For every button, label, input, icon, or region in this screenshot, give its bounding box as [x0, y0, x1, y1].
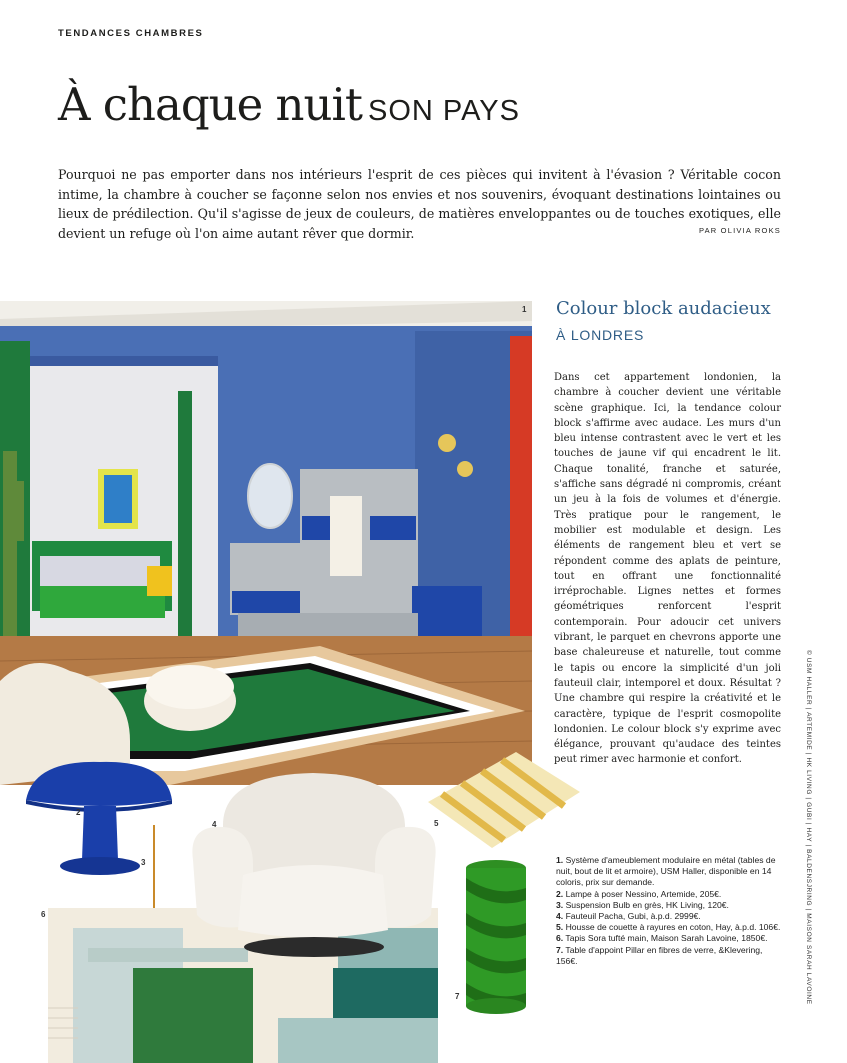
- intro-paragraph: Pourquoi ne pas emporter dans nos intérieurs l'esprit de ces pièces qui invitent à l'évasion ? Véritable cocon intime, la chambre à coucher se façonne selon nos envies et nos souvenirs, évoquant destinations lointaines ou lieux de prédilection. Qu'il s'agisse de jeux de couleurs, de matières enveloppantes ou de touches exotiques, elle devient un refuge où l'on aime autant rêver que dormir.: [58, 167, 781, 241]
- caption-item: 7. Table d'appoint Pillar en fibres de verre, &Klevering, 156€.: [556, 944, 763, 966]
- caption-item: 1. Système d'ameublement modulaire en métal (tables de nuit, bout de lit et armoire), USM Haller, disponible en 14 coloris, prix sur demande.: [556, 855, 776, 888]
- byline: PAR OLIVIA ROKS: [698, 226, 781, 235]
- section-body: Dans cet appartement londonien, la chambre à coucher devient une véritable scène graphique. Ici, la tendance colour block s'affirme avec audace. Les murs d'un bleu intense contrastent avec le vert et les touches de jaune vif qui encadrent le lit. Chaque tonalité, franche et saturée, s'affiche sans dégradé ni compromis, créant un jeu à la fois de volumes et d'énergie. Très pratique pour le rangement, le mobilier est modulable et design. Les éléments de rangement bleu et vert se répondent comme des aplats de peinture, tout en offrant une fonctionnalité irréprochable. Lignes nettes et formes géométriques renforcent l'esprit contemporain. Pour adoucir cet univers vibrant, le parquet en chevrons apporte une base chaleureuse et naturelle, tout comme le tapis ou encore la simplicité d'un joli fauteuil clair, intemporel et doux. Résultat ? Une chambre qui respire la créativité et le caractère, typique de l'esprit cosmopolite londonien. Le colour block s'y exprime avec élégance, prouvant qu'audace des teintes peut rimer avec harmonie et confort.: [554, 372, 781, 766]
- caption-item: 4. Fauteuil Pacha, Gubi, à.p.d. 2999€.: [556, 911, 701, 922]
- figure-number-7: 7: [455, 992, 460, 1001]
- armchair-illustration: [183, 765, 445, 960]
- section-title: Colour block audacieux: [556, 298, 771, 319]
- figure-number-5: 5: [434, 819, 439, 828]
- figure-number-1: 1: [522, 305, 527, 314]
- figure-number-2: 2: [76, 808, 81, 817]
- photo-credits: © USM HALLER | ARTEMIDE | HK LIVING | GUBI | HAY | BALDENSJRING | MAISON SARAH LAVOINE: [805, 650, 812, 1005]
- figure-number-6: 6: [41, 910, 46, 919]
- product-captions: [556, 855, 786, 967]
- caption-item: 5. Housse de couette à rayures en coton, Hay, à.p.d. 106€.: [556, 922, 781, 933]
- page-title: [58, 78, 520, 131]
- figure-number-4: 4: [212, 820, 217, 829]
- rubric: TENDANCES CHAMBRES: [58, 28, 204, 39]
- title-serif: À chaque nuit: [58, 78, 362, 131]
- caption-item: 2. Lampe à poser Nessino, Artemide, 205€.: [556, 888, 722, 899]
- section-subtitle: À LONDRES: [556, 327, 645, 343]
- pillar-side-table-illustration: [460, 858, 532, 1016]
- bedroom-photo: [0, 301, 532, 785]
- title-caps: SON PAYS: [367, 95, 520, 127]
- figure-number-3: 3: [141, 858, 146, 867]
- caption-item: 3. Suspension Bulb en grès, HK Living, 120€.: [556, 899, 729, 910]
- caption-item: 6. Tapis Sora tufté main, Maison Sarah Lavoine, 1850€.: [556, 933, 768, 944]
